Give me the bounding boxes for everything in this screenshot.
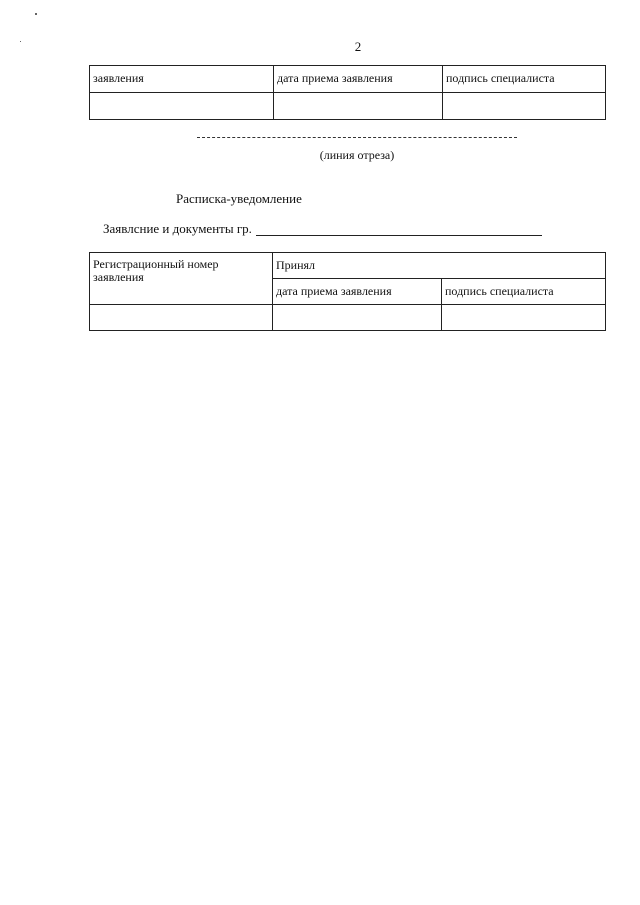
- cut-line-caption: (линия отреза): [319, 148, 395, 162]
- receipt-table-header-registration: Регистрационный номер заявления: [90, 253, 273, 305]
- cut-line: [197, 137, 517, 138]
- applicant-name-field[interactable]: [256, 235, 542, 236]
- top-table-cell-signature[interactable]: [443, 93, 606, 120]
- receipt-table-cell-signature[interactable]: [442, 305, 606, 331]
- table-row: [90, 305, 606, 331]
- top-table-header-row: [90, 66, 606, 93]
- scan-speck: [35, 13, 37, 15]
- top-table-header-date: дата приема заявления: [274, 66, 443, 93]
- receipt-table: [89, 252, 606, 331]
- receipt-title: Расписка-уведомление: [176, 191, 302, 206]
- receipt-table-header-date: дата приема заявления: [273, 279, 442, 305]
- receipt-table-header-accepted: Принял: [273, 253, 606, 279]
- top-table-header-application: заявления: [90, 66, 274, 93]
- receipt-table-cell-date[interactable]: [273, 305, 442, 331]
- table-row: [90, 93, 606, 120]
- receipt-table-header-row: [90, 253, 606, 279]
- top-table-cell-date[interactable]: [274, 93, 443, 120]
- applicant-label: Заявлсние и документы гр.: [103, 221, 252, 236]
- receipt-table-header-signature: подпись специалиста: [442, 279, 606, 305]
- top-table-cell-application[interactable]: [90, 93, 274, 120]
- page-number: 2: [354, 39, 362, 54]
- top-table-header-signature: подпись специалиста: [443, 66, 606, 93]
- receipt-table-cell-registration[interactable]: [90, 305, 273, 331]
- top-table: [89, 65, 606, 120]
